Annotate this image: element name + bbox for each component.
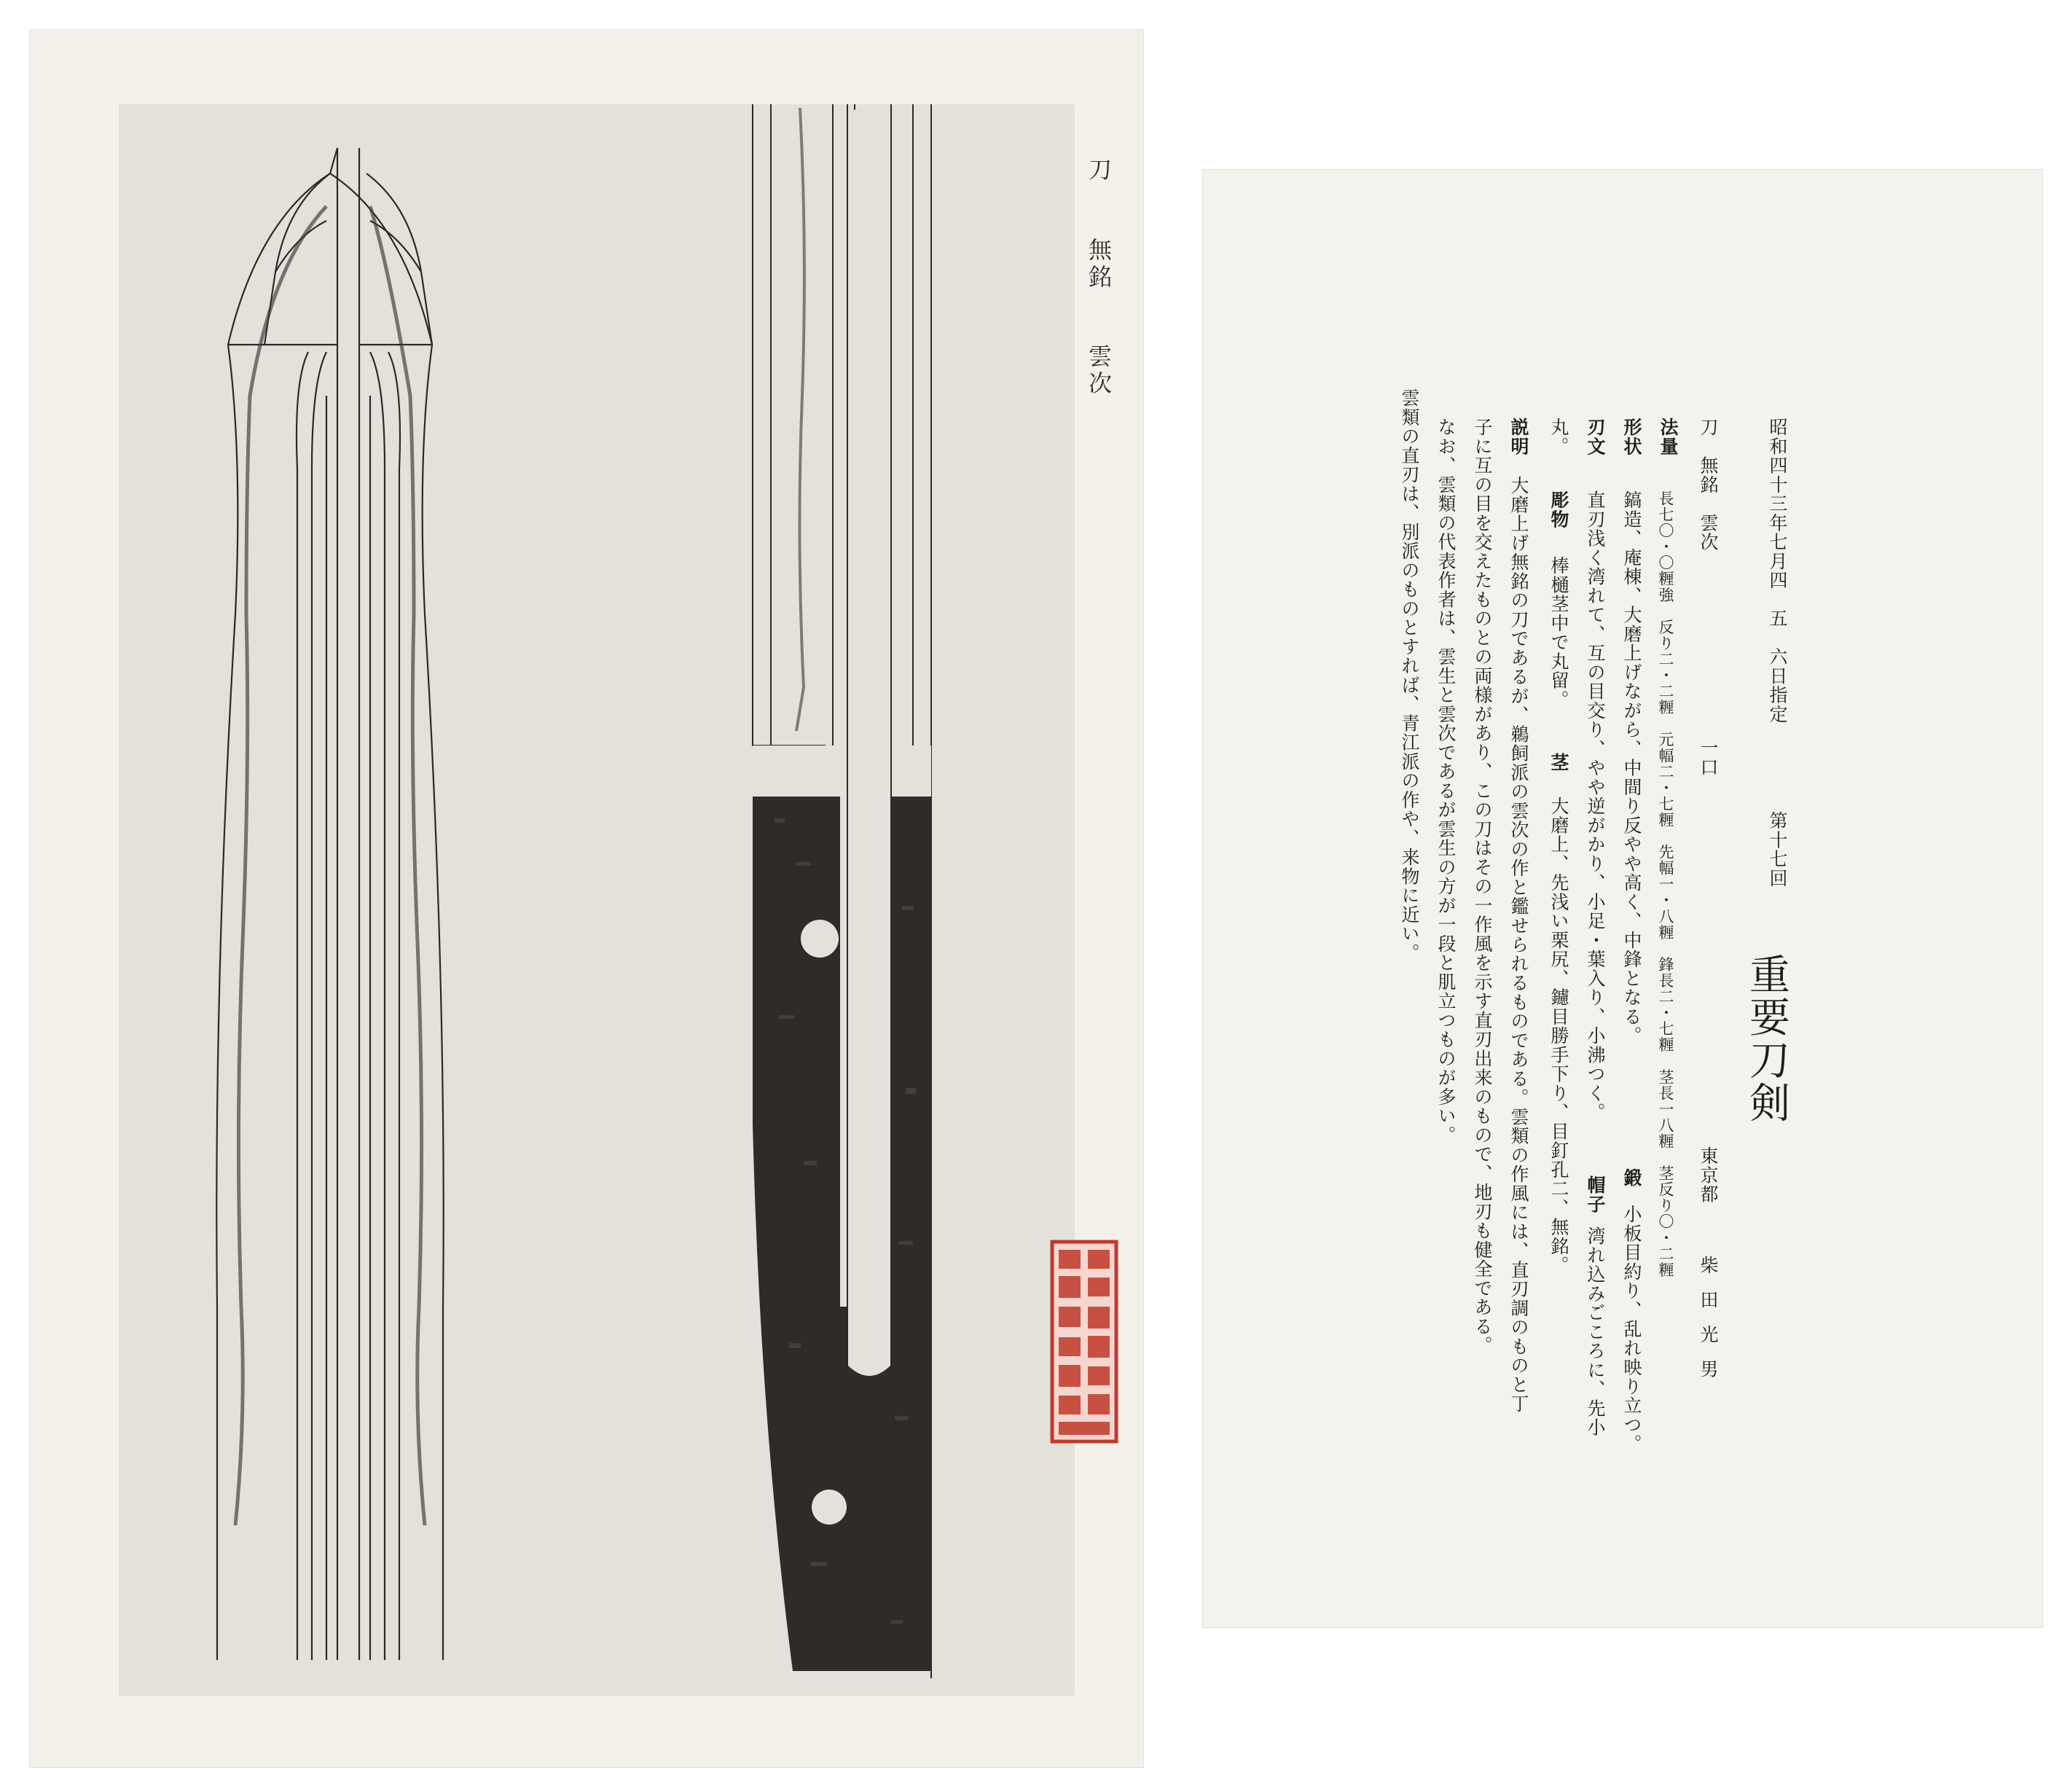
caption-mei: 無銘 xyxy=(1085,237,1113,292)
horimono-label: 彫物 xyxy=(1548,490,1569,529)
nakago-label: 茎 xyxy=(1548,753,1569,772)
designation-date: 昭和四十三年七月四 五 六日指定 xyxy=(1767,418,1788,724)
boshi-text: 湾れ込みごころに、先小 xyxy=(1585,1226,1606,1437)
hamon-label: 刃文 xyxy=(1585,418,1606,456)
explanation-line-3: なお、雲類の代表作者は、雲生と雲次であるが雲生の方が一段と肌立つものが多い。 xyxy=(1435,418,1457,1145)
caption-item: 刀 xyxy=(1085,157,1113,184)
oshigata-rubbing xyxy=(119,104,1075,1696)
caption-smith: 雲次 xyxy=(1085,344,1113,398)
shape-text: 鎬造、庵棟、大磨上げながら、中間り反やや高く、中鋒となる。 xyxy=(1621,490,1642,1046)
blade-tip-right xyxy=(330,148,444,1660)
measurements-label: 法量 xyxy=(1658,418,1679,456)
mekugi-hole-1 xyxy=(801,920,839,958)
session-number: 第十七回 xyxy=(1767,811,1788,888)
explanation-label: 説明 xyxy=(1508,418,1529,456)
red-seal-stamp xyxy=(1050,1240,1118,1444)
hamon-right xyxy=(370,206,425,1525)
right-page xyxy=(1202,169,2043,1628)
forging-label: 鍛 xyxy=(1621,1168,1642,1188)
explanation-line-1: 大磨上げ無銘の刀であるが、鵜飼派の雲次の作と鑑せられるものである。雲類の作風には、直刃調のものと丁 xyxy=(1508,476,1529,1414)
shape-label: 形状 xyxy=(1621,418,1642,456)
oshigata-plate xyxy=(119,104,1075,1696)
boshi-label: 帽子 xyxy=(1585,1175,1606,1214)
blade-tip-left xyxy=(216,148,337,1660)
hamon-cont: 丸。 xyxy=(1548,418,1569,456)
hamon-text: 直刃浅く湾れて、互の目交り、やや逆がかり、小足・葉入り、小沸つく。 xyxy=(1585,490,1606,1122)
forging-text: 小板目約り、乱れ映り立つ。 xyxy=(1621,1205,1642,1454)
mekugi-hole-2 xyxy=(812,1490,847,1525)
horimono-text: 棒樋茎中で丸留。 xyxy=(1548,556,1569,709)
owner-name: 柴田光男 xyxy=(1698,1256,1719,1394)
explanation-line-4: 雲類の直刃は、別派のものとすれば、青江派の作や、来物に近い。 xyxy=(1399,388,1420,963)
item-count: 一口 xyxy=(1698,738,1719,777)
explanation-line-2: 子に互の目を交えたものとの両様があり、この刀はその一作風を示す直刃出来のもので、地刃も健全である。 xyxy=(1472,418,1493,1355)
hamon-left xyxy=(235,206,326,1525)
caption xyxy=(1082,157,1116,420)
hamon-long xyxy=(796,108,804,731)
measurements-text: 長七〇・〇糎強 反り二・二糎 元幅二・七糎 先幅一・八糎 鋒長二・七糎 茎長一八糎 茎反り〇・二糎 xyxy=(1657,490,1674,1278)
left-page xyxy=(29,29,1144,1768)
owner-prefecture: 東京都 xyxy=(1698,1146,1719,1204)
page-title: 重要刀剣 xyxy=(1743,953,1790,1125)
nakago-upper-band xyxy=(753,746,931,797)
nakago-text: 大磨上、先浅い栗尻、鑢目勝手下り、目釘孔二、無銘。 xyxy=(1548,797,1569,1275)
item-line: 刀 無銘 雲次 xyxy=(1698,418,1719,552)
hi-groove xyxy=(847,104,891,1365)
